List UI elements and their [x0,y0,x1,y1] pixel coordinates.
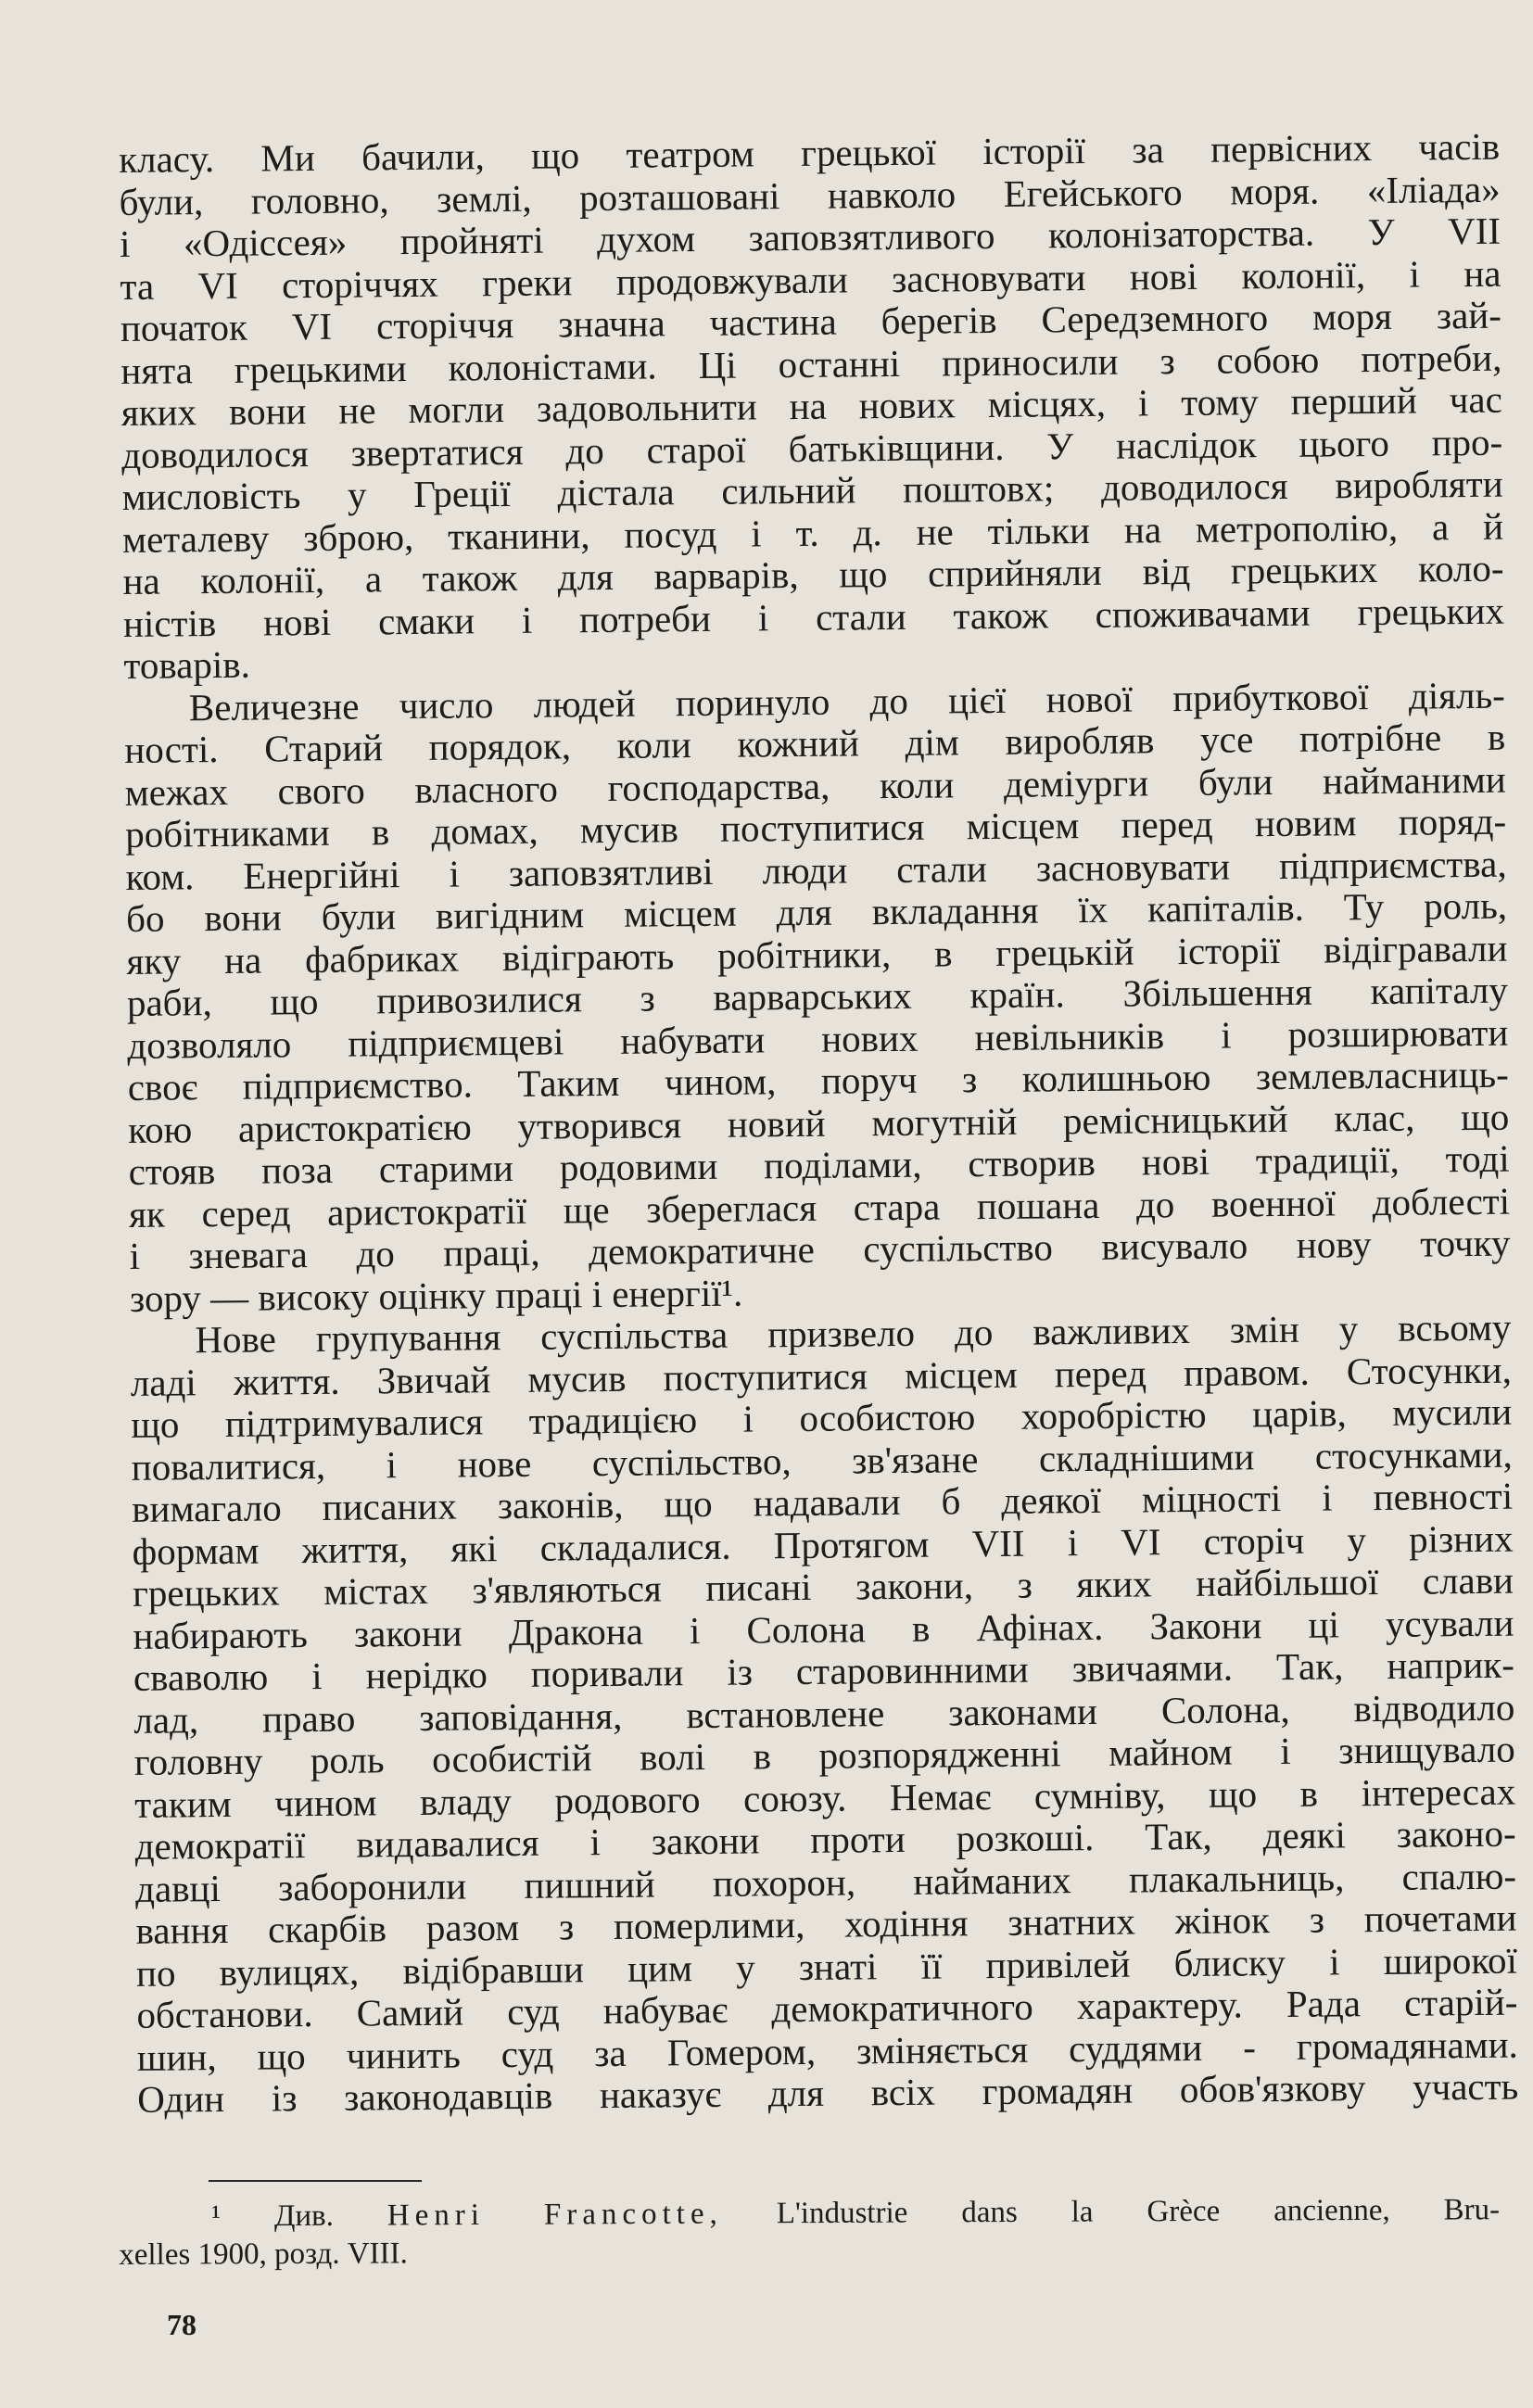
text-line: бо вони були вигідним місцем для вкладання їх капіталів. Ту роль, [125,883,1508,940]
text-line: як серед аристократії ще збереглася стара пошана до военної доблесті [128,1179,1511,1236]
text-line: класу. Ми бачили, що театром грецької історії за первісних часів [118,124,1501,181]
text-line: і «Одіссея» пройняті духом заповзятливого колонізаторства. У VII [119,209,1501,265]
text-line: зору — високу оцінку праці і енергії¹. [129,1271,743,1320]
footnote-line [119,2191,1500,2237]
text-line: повалитися, і нове суспільство, зв'язане складнішими стосунками, [131,1432,1513,1489]
text-line: яких вони не могли задовольнити на нових місцях, і тому перший час [120,377,1502,434]
footnote-divider [209,2180,422,2182]
text-line: сваволю і нерідко поривали із старовинними звичаями. Так, наприк- [133,1642,1515,1699]
text-line: стояв поза старими родовими поділами, створив нові традиції, тоді [128,1136,1510,1193]
text-line: ладі життя. Звичай мусив поступитися місцем перед правом. Стосунки, [130,1348,1513,1404]
text-line: Нове групування суспільства призвело до важливих змін у всьому [195,1305,1512,1362]
page-number: 78 [167,2308,196,2341]
text-line: шин, що чинить суд за Гомером, зміняється суддями - громадянами. [136,2022,1519,2079]
text-line: і зневага до праці, демократичне суспільство висувало нову точку [129,1221,1511,1277]
text-line: були, головно, землі, розташовані навколо Егейського моря. «Іліада» [119,167,1501,223]
text-line: формам життя, які складалися. Протягом VII і VI сторіч у різних [132,1516,1514,1573]
text-line: металеву зброю, тканини, посуд і т. д. не тільки на метрополію, а й [121,504,1504,561]
text-line: початок VI сторіччя значна частина берегів Середземного моря зай- [120,293,1502,349]
footnote [119,2191,1500,2275]
text-line: ністів нові смаки і потреби і стали також споживачами грецьких [122,589,1505,645]
text-line: давці заборонили пишний похорон, найманих плакальниць, спалю- [134,1854,1517,1910]
text-line: по вулицях, відібравши цим у знаті її привілей блиску і широкої [135,1938,1518,1995]
text-line: набирають закони Дракона і Солона в Афінах. Закони ці усували [133,1601,1514,1657]
text-line: Величезне число людей поринуло до цієї нової прибуткової діяль- [188,673,1506,729]
footnote-author: Henri Francotte, [386,2197,723,2233]
footnote-title: L'industrie dans la Grèce ancienne, Bru- [776,2193,1501,2231]
text-line: раби, що привозилися з варварських країн. Збільшення капіталу [126,968,1509,1024]
text-line: ком. Енергійні і заповзятливі люди стали засновувати підприємства, [125,842,1507,898]
text-line: кою аристократією утворився новий могутній ремісницький клас, що [128,1095,1510,1151]
text-line: на колонії, а також для варварів, що сприйняли від грецьких коло- [122,546,1504,602]
text-line: ності. Старий порядок, коли кожний дім виробляв усе потрібне в [124,715,1506,771]
text-line: робітниками в домах, мусив поступитися місцем перед новим поряд- [124,799,1507,855]
text-line: демократії видавалися і закони проти розкоші. Так, деякі законо- [134,1811,1516,1868]
text-line: нята грецькими колоністами. Ці останні приносили з собою потреби, [120,336,1502,392]
text-line: лад, право заповідання, встановлене законами Солона, відводило [133,1685,1515,1742]
text-line: товарів. [123,642,251,687]
text-line: вання скарбів разом з померлими, ходіння знатних жінок з почетами [135,1895,1517,1952]
text-line: вимагало писаних законів, що надавали б деякої міцності і певності [131,1474,1514,1530]
text-line: та VI сторіччях греки продовжували засновувати нові колонії, і на [120,251,1501,308]
text-line: таким чином владу родового союзу. Немає сумніву, що в інтересах [134,1769,1516,1826]
text-line: обстанови. Самий суд набуває демократичного характеру. Рада старій- [136,1980,1518,2036]
footnote-marker: ¹ Див. [211,2199,335,2234]
text-line: доводилося звертатися до старої батьківщини. У наслідок цього про- [121,420,1503,476]
text-line: головну роль особистій волі в розпорядженні майном і знищувало [133,1727,1515,1783]
text-line: своє підприємство. Таким чином, поруч з колишньою землевласниць- [127,1052,1509,1109]
text-line: грецьких містах з'являються писані закони, з яких найбільшої слави [132,1558,1514,1615]
body-text [119,126,1518,2122]
text-line: дозволяло підприємцеві набувати нових невільників і розширювати [127,1010,1509,1067]
footnote-line: xelles 1900, розд. VIII. [119,2237,408,2272]
text-line: яку на фабриках відіграють робітники, в грецькій історії відігравали [126,926,1508,982]
text-line: що підтримувалися традицією і особистою хоробрістю царів, мусили [131,1389,1513,1446]
text-line: мисловість у Греції дістала сильний поштовх; доводилося виробляти [121,462,1503,518]
text-line: межах свого власного господарства, коли деміурги були найманими [124,757,1506,814]
text-line: Один із законодавців наказує для всіх громадян обов'язкову участь [137,2064,1519,2121]
